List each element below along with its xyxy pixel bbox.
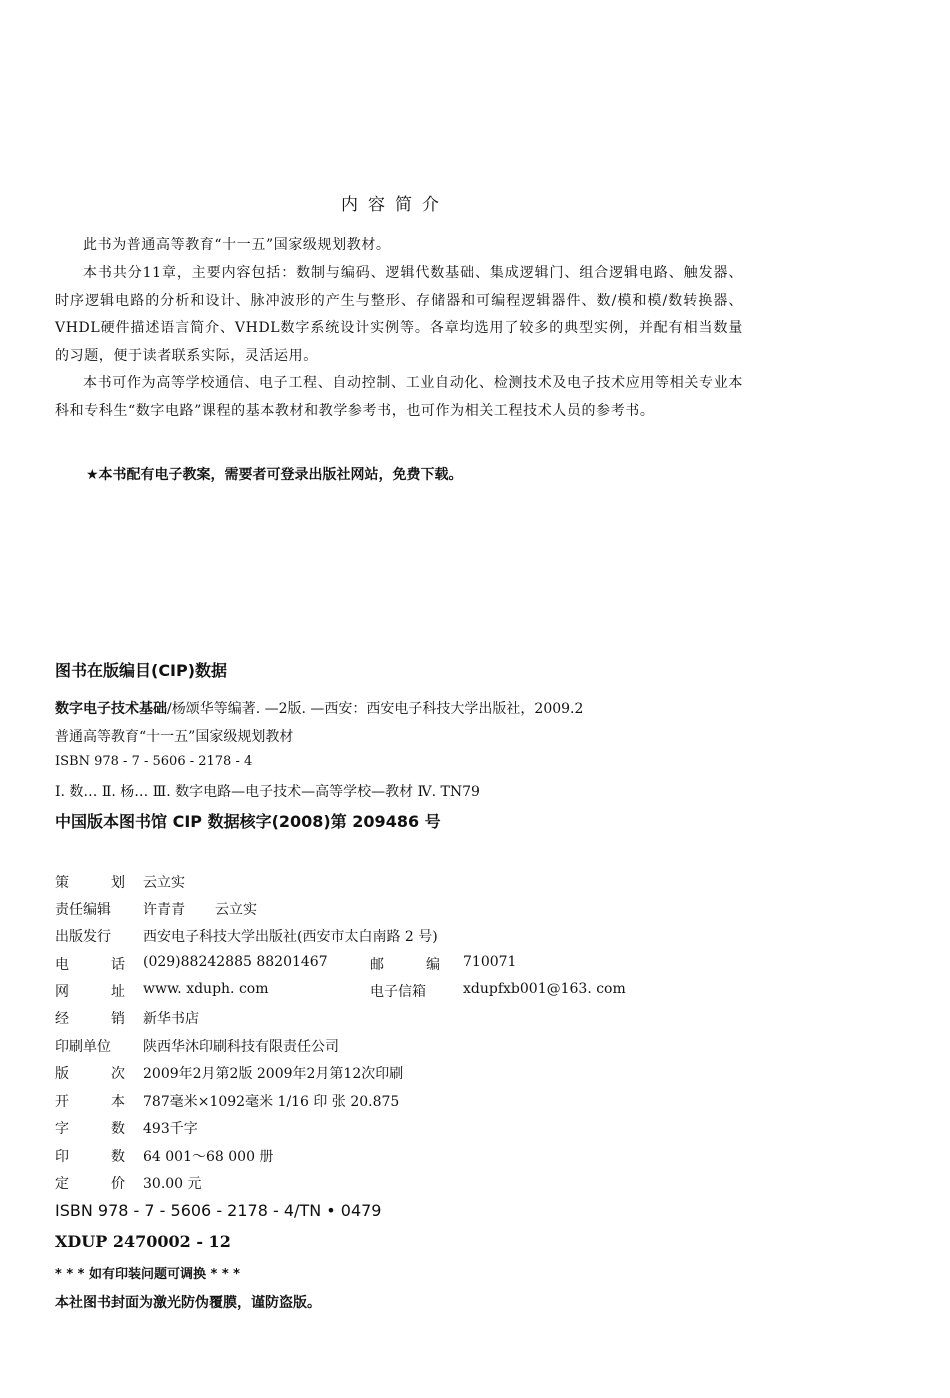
summary-paragraph-3: 本书可作为高等学校通信、电子工程、自动控制、工业自动化、检测技术及电子技术应用等相关专业本科和专科生“数字电路”课程的基本教材和教学参考书，也可作为相关工程技术人员的参考书。 — [55, 375, 743, 419]
words-label: 字 数 — [55, 1121, 125, 1137]
cip-classification: Ⅰ. 数… Ⅱ. 杨… Ⅲ. 数字电路—电子技术—高等学校—教材 Ⅳ. TN79 — [55, 784, 480, 800]
summary-paragraph-2: 本书共分11章，主要内容包括：数制与编码、逻辑代数基础、集成逻辑门、组合逻辑电路、触发器、时序逻辑电路的分析和设计、脉冲波形的产生与整形、存储器和可编程逻辑器件、数/模和模/数转换器、VHDL硬件描述语言简介、VHDL数字系统设计实例等。各章均选用了较多的典型实例，并配有相当数量的习题，便于读者联系实际，灵活运用。 — [55, 265, 743, 364]
cip-record-number: 中国版本图书馆 CIP 数据核字(2008)第 209486 号 — [55, 812, 441, 831]
summary-paragraph-1: 此书为普通高等教育“十一五”国家级规划教材。 — [83, 237, 391, 253]
postcode-value: 710071 — [463, 954, 517, 970]
cip-heading: 图书在版编目(CIP)数据 — [55, 661, 228, 680]
web-label: 网 址 — [55, 984, 125, 1000]
price-value: 30.00 元 — [143, 1176, 202, 1192]
format-label: 开 本 — [55, 1094, 125, 1110]
book-title: 数字电子技术基础 — [55, 701, 167, 717]
isbn-full: ISBN 978 - 7 - 5606 - 2178 - 4/TN • 0479 — [55, 1201, 382, 1220]
phone-label: 电 话 — [55, 957, 125, 973]
format-value: 787毫米×1092毫米 1/16 印 张 20.875 — [143, 1094, 400, 1110]
edition-label: 版 次 — [55, 1066, 125, 1082]
editor-value-2: 云立实 — [215, 902, 257, 918]
postcode-label: 邮 编 — [370, 957, 440, 973]
distributor-value: 新华书店 — [143, 1011, 199, 1027]
email-value: xdupfxb001@163. com — [463, 981, 626, 997]
cip-isbn: ISBN 978 - 7 - 5606 - 2178 - 4 — [55, 754, 253, 769]
editor-value-1: 许青青 — [143, 902, 185, 918]
editor-label: 责任编辑 — [55, 902, 111, 918]
publisher-value: 西安电子科技大学出版社(西安市太白南路 2 号) — [143, 929, 438, 945]
distributor-label: 经 销 — [55, 1011, 125, 1027]
exchange-notice: * * * 如有印装问题可调换 * * * — [55, 1267, 240, 1282]
courseware-note: ★本书配有电子教案，需要者可登录出版社网站，免费下载。 — [86, 467, 463, 483]
printer-value: 陕西华沐印刷科技有限责任公司 — [143, 1039, 339, 1055]
print-run-label: 印 数 — [55, 1149, 125, 1165]
planner-value: 云立实 — [143, 875, 185, 891]
words-value: 493千字 — [143, 1121, 198, 1137]
printer-label: 印刷单位 — [55, 1039, 111, 1055]
web-value: www. xduph. com — [143, 981, 269, 997]
print-run-value: 64 001～68 000 册 — [143, 1149, 274, 1165]
phone-value: (029)88242885 88201467 — [143, 954, 328, 970]
email-label: 电子信箱 — [370, 984, 426, 1000]
edition-value: 2009年2月第2版 2009年2月第12次印刷 — [143, 1066, 404, 1082]
price-label: 定 价 — [55, 1176, 125, 1192]
xdup-code: XDUP 2470002 - 12 — [55, 1232, 231, 1251]
anti-counterfeit-notice: 本社图书封面为激光防伪覆膜，谨防盗版。 — [55, 1295, 321, 1311]
summary-title: 内容简介 — [341, 195, 449, 215]
cip-line-1-rest: /杨颂华等编著. —2版. —西安：西安电子科技大学出版社，2009.2 — [167, 701, 584, 717]
planner-label: 策 划 — [55, 875, 125, 891]
cip-line-1 — [55, 698, 583, 718]
publisher-label: 出版发行 — [55, 929, 111, 945]
cip-line-2: 普通高等教育“十一五”国家级规划教材 — [55, 729, 294, 745]
